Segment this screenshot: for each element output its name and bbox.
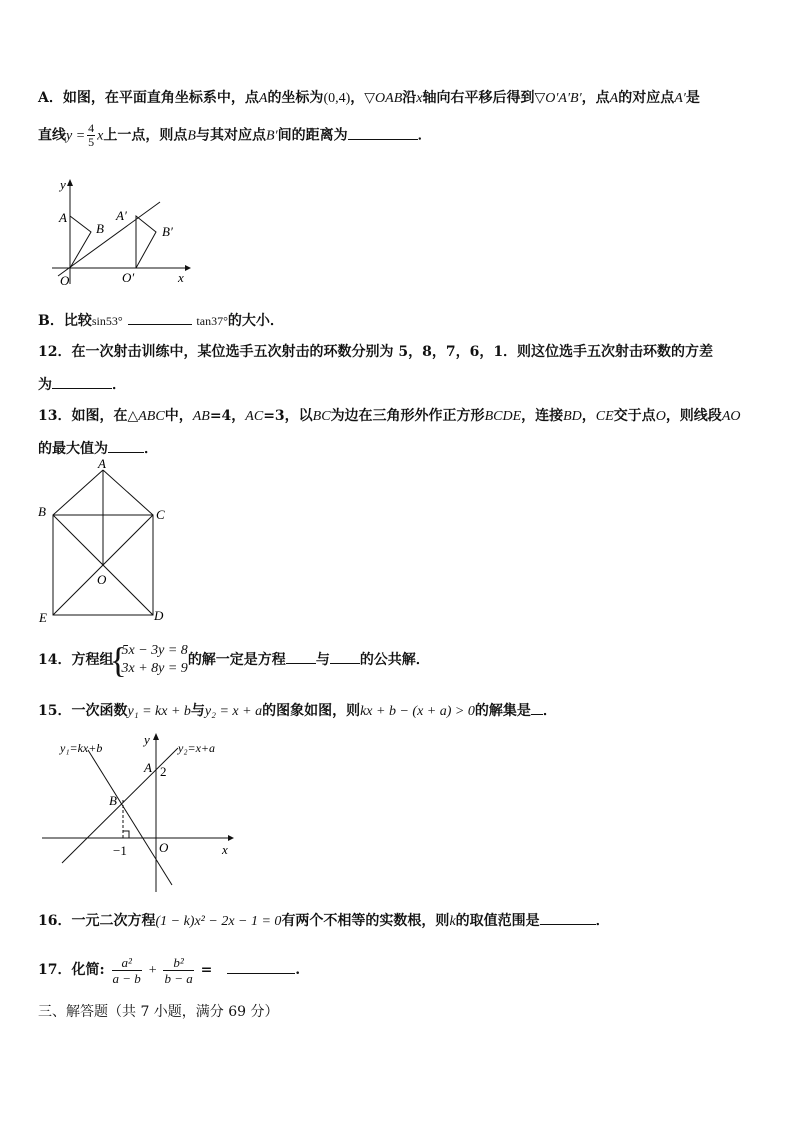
answer-blank bbox=[348, 125, 418, 140]
right-angle-mark bbox=[123, 831, 129, 838]
question-12-line1: 12．在一次射击训练中，某位选手五次射击的环数分别为 5，8，7，6，1．则这位选手五次射击环数的方差 bbox=[38, 344, 714, 360]
triangle-o1a1b1 bbox=[136, 216, 156, 268]
y-arrow-icon bbox=[153, 733, 159, 740]
label-x: x bbox=[222, 842, 228, 857]
label-a: A bbox=[59, 210, 67, 225]
answer-blank bbox=[227, 959, 295, 974]
question-12-line2: 为 ． bbox=[38, 374, 126, 395]
question-a-line2: 直线y = $\frac{4}{5}$ x上一点，则点B与其对应点B′间的距离为 ． bbox=[38, 121, 432, 149]
label-neg1: −1 bbox=[113, 843, 127, 858]
label-b: B bbox=[96, 221, 104, 236]
answer-blank bbox=[286, 649, 316, 664]
label-a: A bbox=[144, 760, 152, 775]
section-heading: 三、解答题（共 7 小题，满分 69 分） bbox=[38, 1004, 279, 1020]
x-arrow-icon bbox=[228, 835, 234, 841]
figure-linear-functions bbox=[40, 730, 240, 895]
label-e: E bbox=[39, 610, 47, 625]
question-17: 17．化简: $\frac{\text{a²}}{a - b}$ + $\frac{\text{b²}}{b - a}$ = . bbox=[38, 954, 301, 986]
fraction-b2: $\frac{\text{b²}}{b - a}$ bbox=[164, 954, 193, 986]
question-b: B．比较sin53° tan37°的大小． bbox=[38, 310, 284, 331]
answer-blank bbox=[540, 910, 596, 925]
label-o: O bbox=[159, 840, 169, 855]
label-c: C bbox=[156, 507, 165, 522]
label-b: B bbox=[38, 504, 46, 519]
label-x: x bbox=[178, 270, 184, 285]
figure-square-bcde bbox=[34, 458, 184, 628]
x-arrow-icon bbox=[185, 265, 191, 271]
label-y: y bbox=[60, 177, 66, 192]
segment-ab bbox=[53, 470, 103, 515]
label-a-prime: A′ bbox=[116, 208, 127, 223]
answer-blank bbox=[128, 310, 192, 325]
question-13-line1: 13．如图，在△ABC中，AB=4，AC=3，以BC为边在三角形外作正方形BCDE，连接BD，CE交于点O，则线段AO bbox=[38, 408, 741, 424]
fraction-four-fifths: $\frac{4}{5}$ bbox=[88, 121, 95, 149]
label-b: B bbox=[109, 793, 117, 808]
answer-blank bbox=[52, 374, 112, 389]
label-d: D bbox=[154, 608, 164, 623]
label-a: A bbox=[98, 458, 106, 471]
question-15: 15．一次函数y₁ = kx + b与y₂ = x + a的图象如图，则kx + b − (x + a) > 0的解集是 ． bbox=[38, 700, 557, 722]
line-y-4-5x bbox=[58, 202, 160, 276]
label-b-prime: B′ bbox=[162, 224, 173, 239]
label-y1: y₁=kx+b bbox=[60, 741, 103, 755]
label-two: 2 bbox=[160, 764, 167, 779]
label-y2: y₂=x+a bbox=[178, 741, 216, 755]
equation-system: { 5x − 3y = 8 3x + 8y = 9 bbox=[113, 642, 187, 678]
answer-blank bbox=[108, 438, 144, 453]
y-arrow-icon bbox=[67, 179, 73, 186]
question-14: 14．方程组 { 5x − 3y = 8 3x + 8y = 9 的解一定是方程 与 的公共解． bbox=[38, 640, 430, 680]
label-o-prime: O′ bbox=[122, 270, 135, 285]
label-o: O bbox=[97, 572, 107, 587]
label-o: O bbox=[60, 273, 70, 288]
figure-translation bbox=[50, 172, 200, 292]
fraction-a2: $\frac{\text{a²}}{a - b}$ bbox=[112, 954, 141, 986]
answer-blank bbox=[531, 700, 543, 715]
segment-ac bbox=[103, 470, 153, 515]
label-y: y bbox=[144, 732, 150, 747]
question-16: 16．一元二次方程(1 − k)x² − 2x − 1 = 0有两个不相等的实数根，则k的取值范围是 ． bbox=[38, 910, 610, 932]
question-a-line1: A．如图，在平面直角坐标系中，点A的坐标为(0,4)，▽OAB沿x轴向右平移后得到▽O′A′B′，点A的对应点A′是 bbox=[38, 90, 700, 106]
answer-blank bbox=[330, 649, 360, 664]
question-13-line2: 的最大值为 ． bbox=[38, 438, 158, 459]
